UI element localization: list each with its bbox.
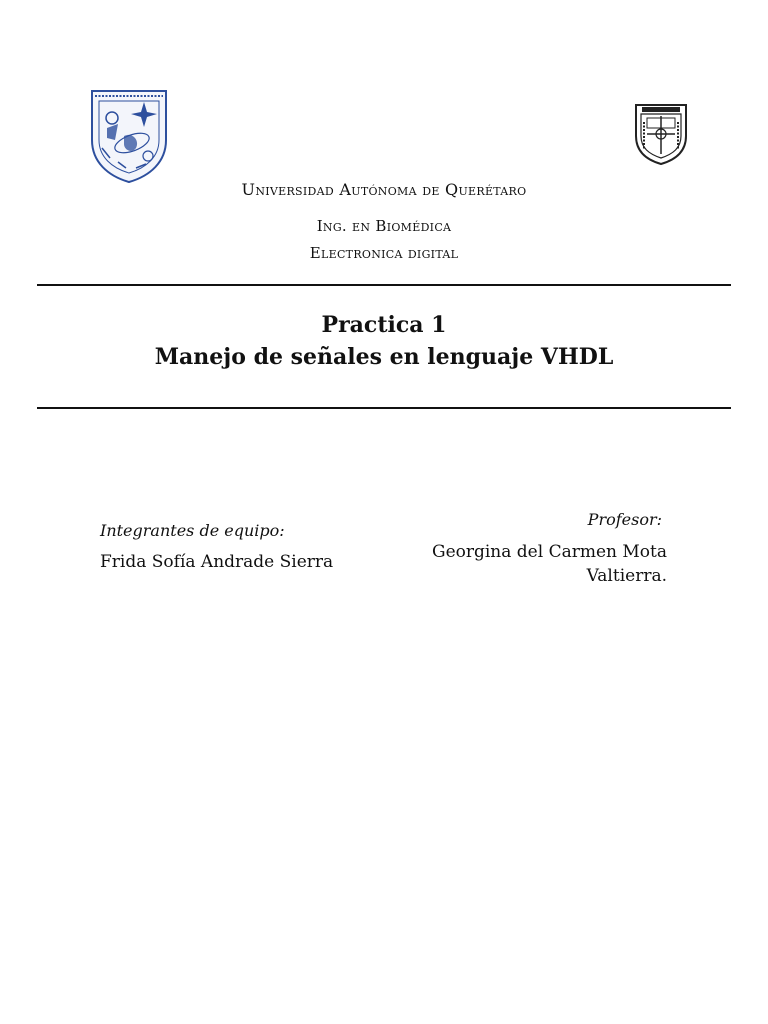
professor-label: Profesor: (587, 510, 662, 529)
university-name: Universidad Autónoma de Querétaro (241, 180, 527, 199)
course-name: Electronica digital (309, 244, 459, 262)
team-member: Frida Sofía Andrade Sierra (100, 552, 334, 572)
program-name: Ing. en Biomédica (316, 217, 452, 235)
bottom-divider (37, 407, 731, 409)
practice-subtitle: Manejo de señales en lenguaje VHDL (154, 344, 614, 370)
professor-name: Georgina del Carmen Mota Valtierra. (431, 542, 667, 586)
practice-title: Practica 1 (321, 312, 447, 338)
top-divider (37, 284, 731, 286)
faculty-engineering-logo (633, 102, 689, 166)
uaq-logo (88, 88, 170, 184)
team-label: Integrantes de equipo: (100, 521, 285, 540)
